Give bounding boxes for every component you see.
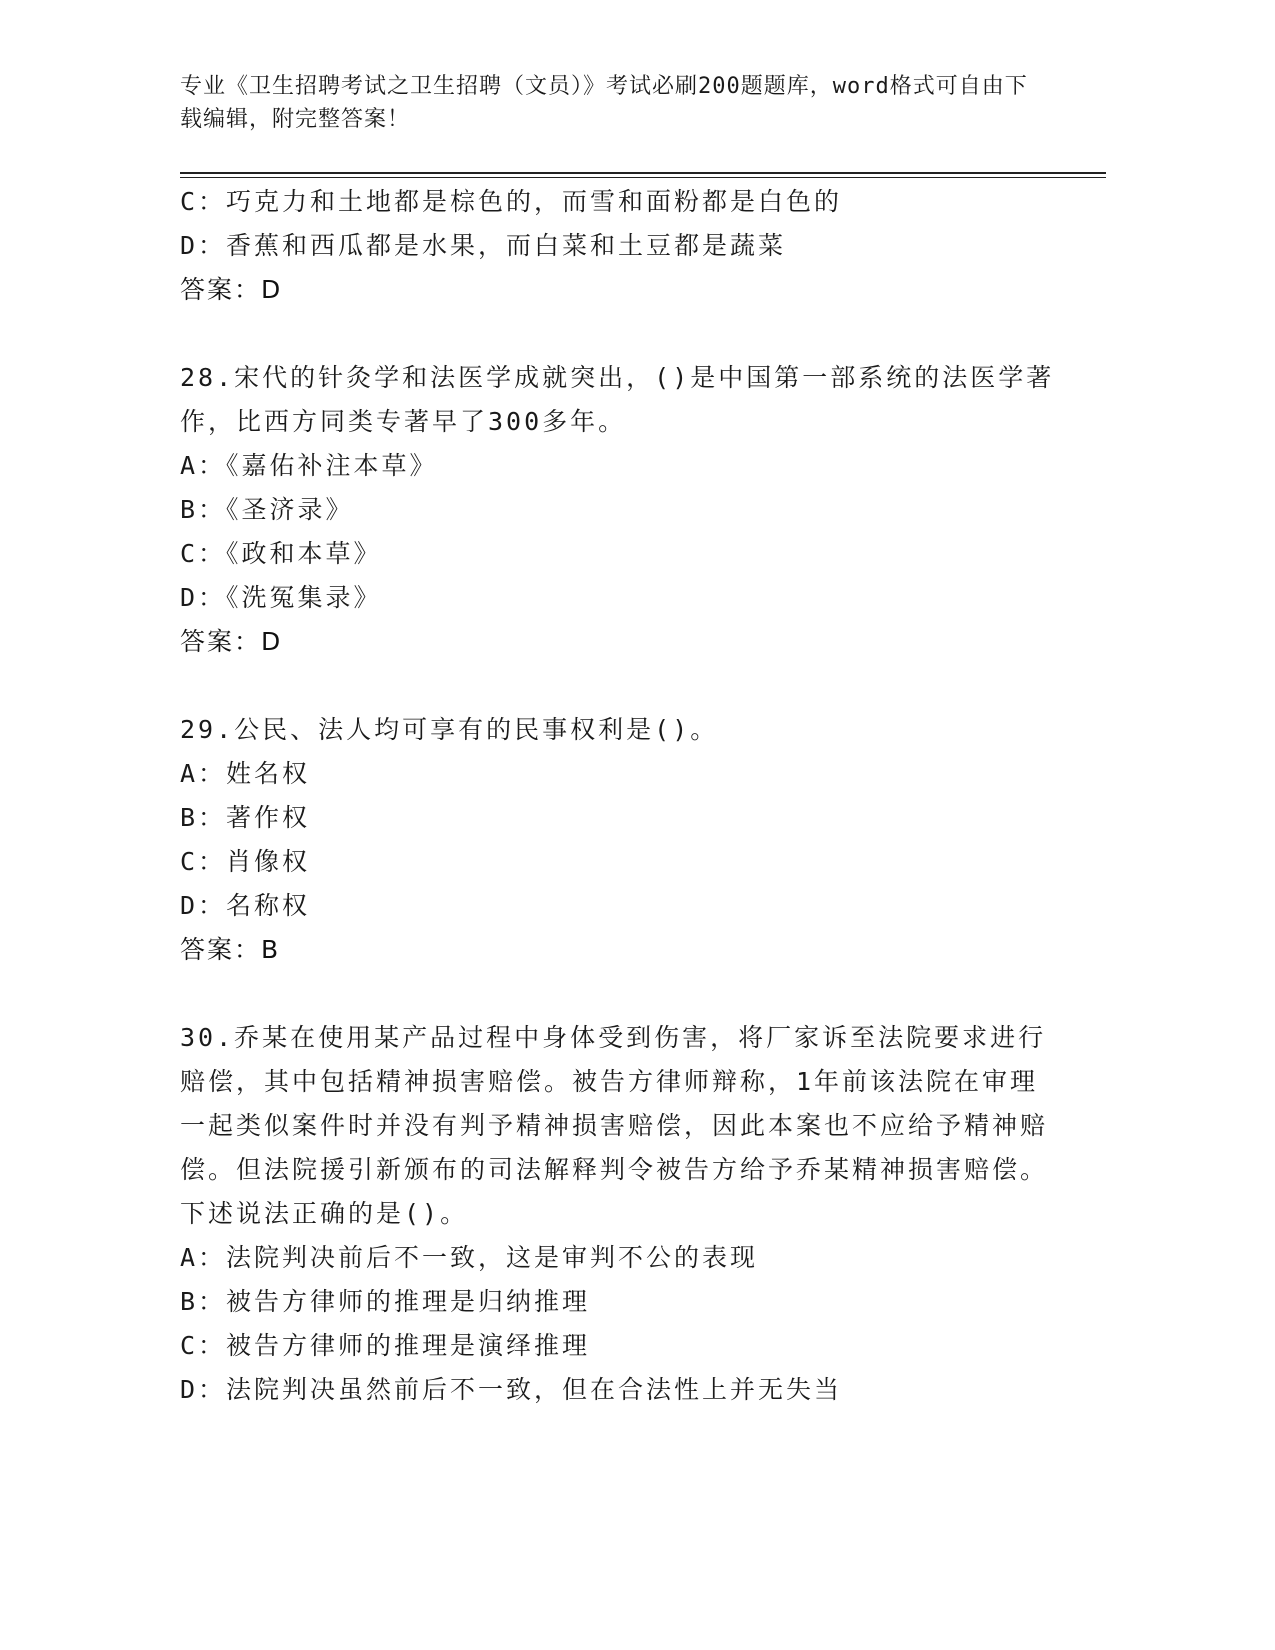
header-rule-thick: [180, 172, 1106, 174]
option-d: D：香蕉和西瓜都是水果，而白菜和土豆都是蔬菜: [180, 231, 787, 260]
option-b: B：被告方律师的推理是归纳推理: [180, 1287, 591, 1316]
question-stem: 30.乔某在使用某产品过程中身体受到伤害，将厂家诉至法院要求进行赔偿，其中包括精神损害赔偿。被告方律师辩称，1年前该法院在审理一起类似案件时并没有判予精神损害赔偿，因此本案也不应给予精神赔偿。但法院援引新颁布的司法解释判令被告方给予乔某精神损害赔偿。下述说法正确的是()。: [180, 1023, 1049, 1228]
option-c: C：被告方律师的推理是演绎推理: [180, 1331, 591, 1360]
answer-line: 答案：D: [180, 627, 283, 656]
header-rule-thin: [180, 177, 1106, 178]
question-29: [180, 708, 1060, 972]
option-c: C：巧克力和土地都是棕色的，而雪和面粉都是白色的: [180, 187, 843, 216]
question-30: [180, 1016, 1060, 1412]
option-c: C：肖像权: [180, 847, 311, 876]
option-a: A：法院判决前后不一致，这是审判不公的表现: [180, 1243, 759, 1272]
option-a: A：姓名权: [180, 759, 311, 788]
question-stem: 29.公民、法人均可享有的民事权利是()。: [180, 715, 719, 744]
answer-line: 答案：D: [180, 275, 283, 304]
option-d: D：法院判决虽然前后不一致，但在合法性上并无失当: [180, 1375, 843, 1404]
option-d: D：名称权: [180, 891, 311, 920]
option-a: A：《嘉佑补注本草》: [180, 451, 438, 480]
option-b: B：《圣济录》: [180, 495, 354, 524]
document-body: [180, 180, 1060, 1412]
document-header: 专业《卫生招聘考试之卫生招聘（文员）》考试必刷200题题库，word格式可自由下载编辑，附完整答案！: [180, 74, 1028, 132]
option-d: D：《洗冤集录》: [180, 583, 382, 612]
question-27-tail: [180, 180, 1060, 312]
question-28: [180, 356, 1060, 664]
option-c: C：《政和本草》: [180, 539, 382, 568]
question-stem: 28.宋代的针灸学和法医学成就突出，()是中国第一部系统的法医学著作，比西方同类专著早了300多年。: [180, 363, 1055, 436]
answer-line: 答案：B: [180, 935, 281, 964]
option-b: B：著作权: [180, 803, 311, 832]
